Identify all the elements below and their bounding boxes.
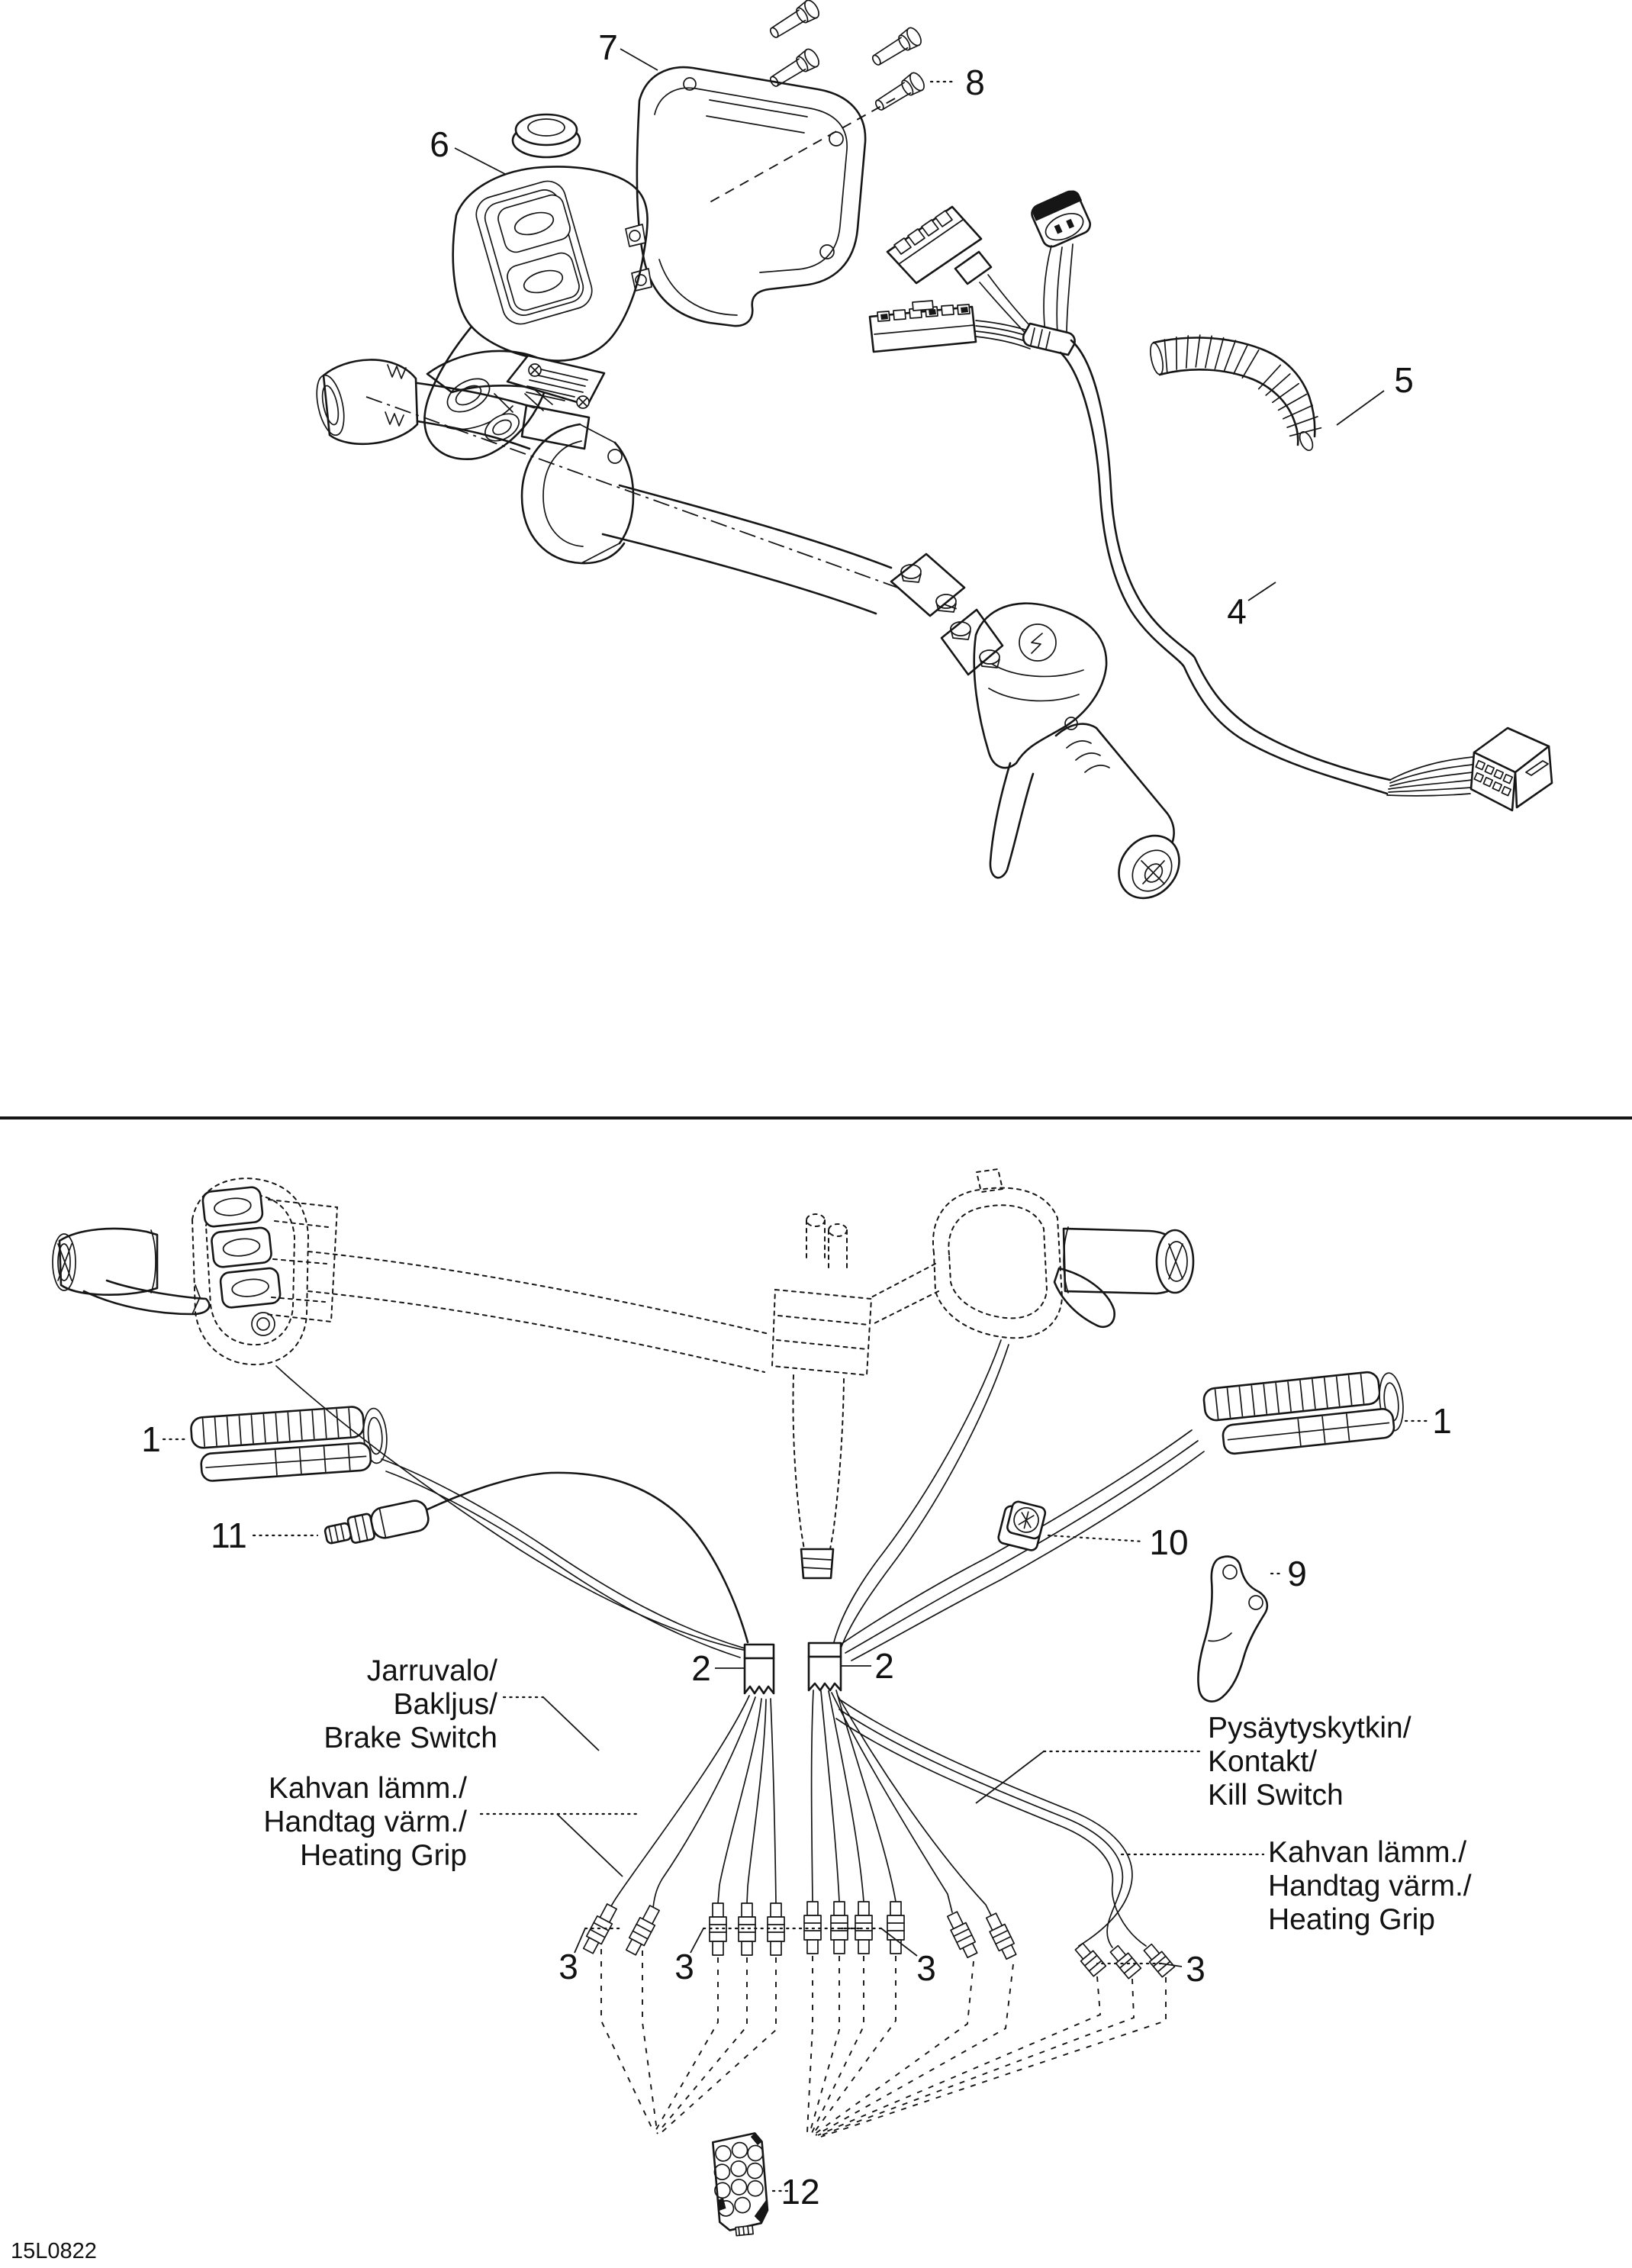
right-control-pod <box>871 1169 1115 1338</box>
callout-3-c: 3 <box>916 1948 936 1988</box>
brake-switch-line-2: Bakljus/ <box>393 1688 497 1721</box>
handlebar-left-ghost <box>308 1252 769 1372</box>
callout-8: 8 <box>965 63 985 102</box>
connector-12 <box>710 2133 771 2237</box>
callout-10: 10 <box>1149 1522 1189 1562</box>
screw-icon <box>767 0 927 115</box>
heating-grip-right-line-3: Heating Grip <box>1268 1903 1435 1936</box>
heater-element-left <box>190 1405 388 1483</box>
callout-2-left: 2 <box>691 1648 711 1688</box>
kill-switch-line-3: Kill Switch <box>1208 1779 1344 1812</box>
callout-9: 9 <box>1287 1554 1307 1593</box>
right-grip <box>1064 1227 1193 1293</box>
harness-wires-lower <box>611 1690 1146 1947</box>
brake-switch-label <box>267 1654 497 1755</box>
callout-3-a: 3 <box>558 1947 578 1986</box>
kill-switch-bracket <box>1198 1557 1267 1702</box>
heating-grip-left-line-2: Handtag värm./ <box>263 1806 467 1838</box>
heating-grip-left-line-1: Kahvan lämm./ <box>268 1772 467 1805</box>
handlebar-top <box>312 351 1192 910</box>
left-control-pod <box>192 1178 337 1364</box>
terminals-heating-right <box>1073 1941 1174 1979</box>
connector-8pin <box>870 301 976 352</box>
grip-sensor <box>323 1499 430 1550</box>
callout-2-right: 2 <box>874 1646 894 1686</box>
callout-12: 12 <box>781 2172 820 2212</box>
callout-1-left: 1 <box>141 1419 161 1459</box>
kill-switch-line-2: Kontakt/ <box>1208 1745 1318 1778</box>
screw-assembly-axis <box>706 98 895 205</box>
kill-switch-label <box>1208 1712 1412 1812</box>
heating-grip-right-line-1: Kahvan lämm./ <box>1268 1836 1467 1869</box>
tape-sleeve-right <box>809 1643 841 1690</box>
kill-switch-line-1: Pysäytyskytkin/ <box>1208 1712 1412 1744</box>
left-grip <box>53 1229 209 1314</box>
top-exploded-view <box>312 0 1552 910</box>
sensor-wire <box>427 1473 748 1642</box>
callout-6: 6 <box>430 124 449 164</box>
callout-1-right: 1 <box>1432 1401 1452 1441</box>
callout-7: 7 <box>598 27 618 67</box>
corrugated-tube <box>1148 335 1321 453</box>
terminals-kill-switch <box>945 1910 1019 1960</box>
steering-stem <box>772 1214 871 1578</box>
bottom-harness-view <box>53 1169 1430 2237</box>
connector-main <box>1471 728 1552 810</box>
heating-grip-left-label <box>237 1772 467 1873</box>
wiring-harness <box>870 188 1552 810</box>
brake-switch-line-3: Brake Switch <box>324 1722 497 1754</box>
connector-2pin <box>1029 188 1095 250</box>
heater-element-right <box>1202 1369 1406 1457</box>
heating-grip-left-line-3: Heating Grip <box>300 1839 467 1872</box>
callout-3-d: 3 <box>1186 1949 1205 1989</box>
tape-sleeve-left <box>745 1645 774 1693</box>
brake-switch-line-1: Jarruvalo/ <box>366 1654 497 1687</box>
connector-5pin <box>887 207 991 284</box>
callout-11: 11 <box>211 1516 247 1555</box>
callout-4: 4 <box>1227 591 1247 631</box>
callout-3-b: 3 <box>674 1947 694 1986</box>
terminals-brake <box>581 1902 661 1957</box>
heating-grip-right-line-2: Handtag värm./ <box>1268 1870 1472 1902</box>
heating-grip-right-label <box>1268 1836 1472 1937</box>
document-code: 15L0822 <box>11 2239 97 2263</box>
callout-5: 5 <box>1394 360 1414 400</box>
housing-cover <box>626 67 865 326</box>
